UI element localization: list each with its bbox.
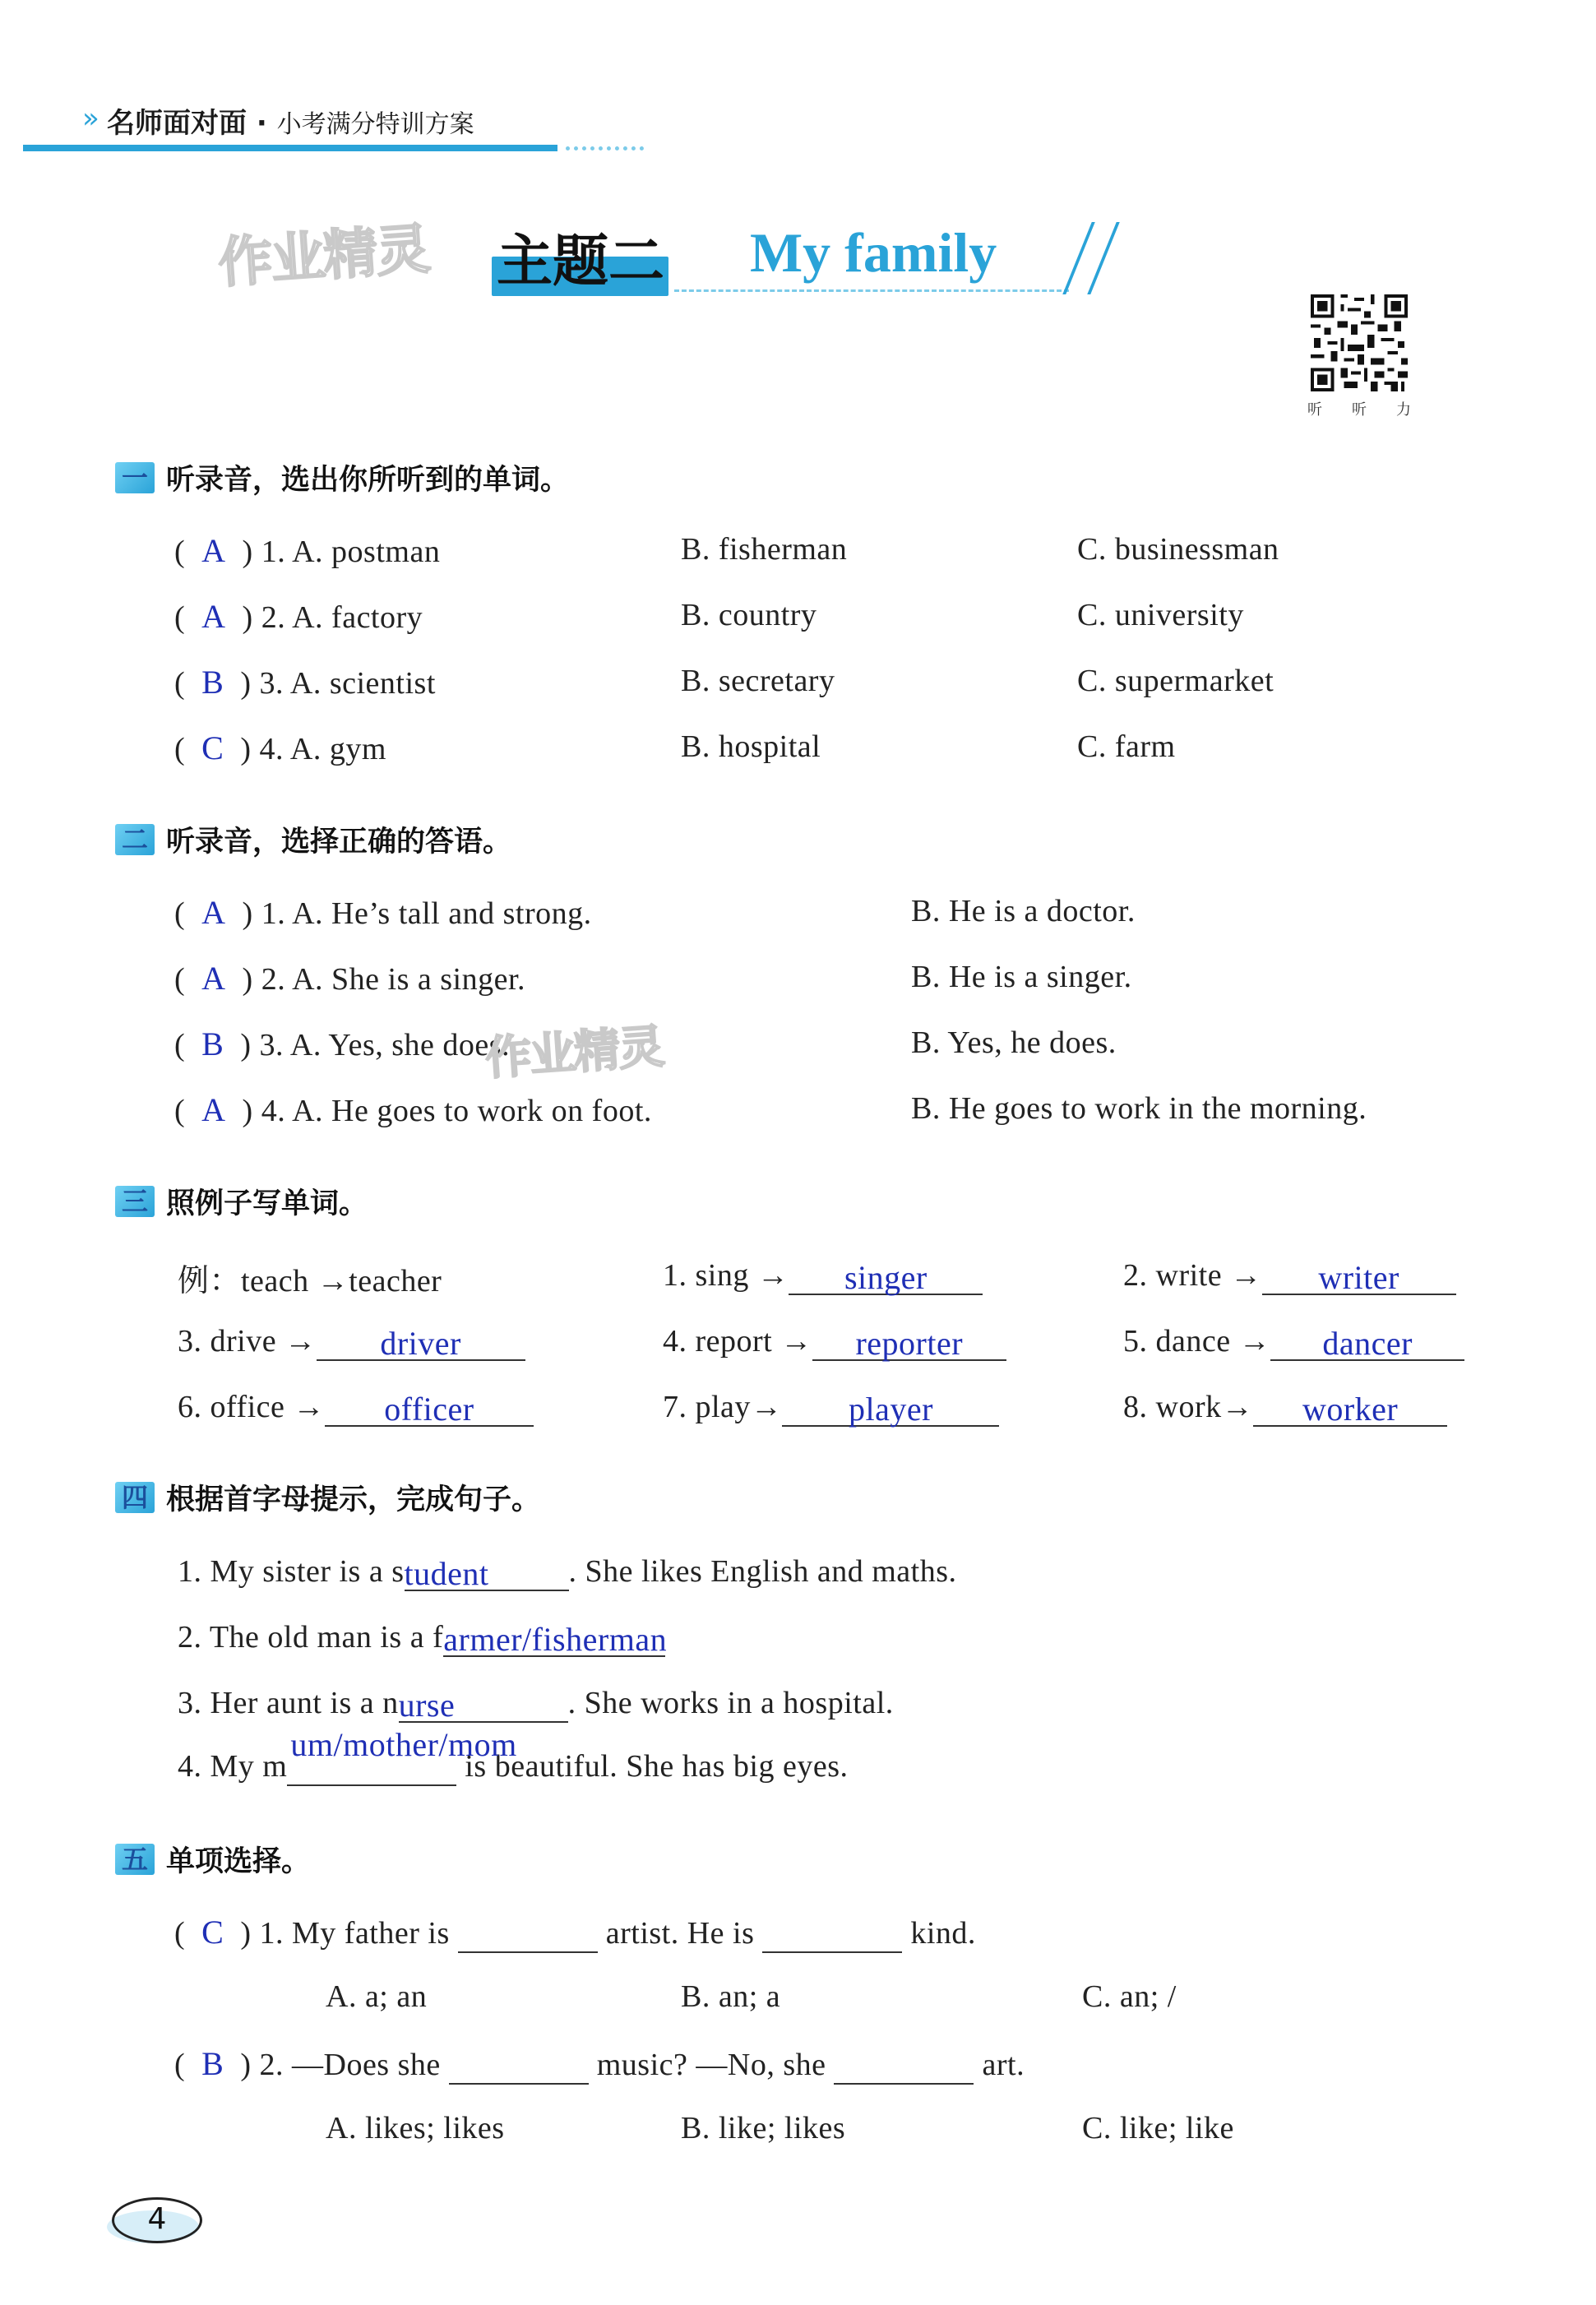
answer-mark: A [201,532,226,569]
section-badge: 一 [115,462,155,493]
word-item [1123,1321,1464,1361]
answer-mark: A [201,1091,226,1128]
word-prompt: 7. play→ [663,1390,783,1424]
open-paren: ( [174,535,202,569]
option-c: C. farm [1077,729,1176,764]
header-brand [107,100,474,141]
qr-label-char: 力 [1396,401,1411,419]
choice-question [174,2044,1025,2085]
answer-mark: B [201,1025,224,1062]
theme-dashed-rule [674,289,1069,292]
answer-blank[interactable] [399,1682,568,1723]
option-a: A. a; an [326,1979,428,2014]
answer-text: worker [1302,1391,1399,1428]
question-blank[interactable] [458,1915,598,1953]
header-dotted-rule [566,146,644,150]
section-5-title [115,1839,310,1880]
question-stem [174,1025,510,1063]
sentence-before: 1. My sister is a s [178,1554,405,1589]
option-c: C. university [1077,598,1244,632]
section-badge: 三 [115,1186,155,1217]
option-b: B. He goes to work in the morning. [911,1091,1367,1126]
answer-blank[interactable] [1262,1255,1456,1295]
answer-mark: B [201,664,224,701]
question-blank[interactable] [762,1915,902,1953]
question-stem [174,531,440,570]
question-stem [174,959,525,997]
sentence-item [178,1726,849,1786]
word-item [178,1386,534,1427]
answer-blank[interactable] [405,1551,569,1591]
question-part: ) 1. My father is [240,1916,450,1951]
header-dot: · [256,107,267,140]
open-paren: ( [174,1094,202,1128]
slash-decoration [1087,222,1120,294]
answer-text: dancer [1322,1325,1413,1362]
open-paren: ( [174,600,202,635]
option-a: ) 3. A. scientist [240,666,436,701]
sentence-after: . She likes English and maths. [568,1554,957,1589]
answer-mark: A [201,598,226,635]
option-b: B. He is a doctor. [911,894,1136,928]
open-paren: ( [174,732,202,766]
answer-text: player [848,1391,933,1428]
option-b: B. like; likes [681,2111,846,2145]
word-item [663,1386,999,1427]
section-4-title [115,1477,540,1518]
open-paren: ( [174,1028,202,1062]
question-part: ) 2. —Does she [240,2048,441,2082]
option-a: A. likes; likes [326,2111,505,2145]
question-blank[interactable] [449,2047,589,2085]
header-chevron-icon: » [82,102,99,135]
answer-blank[interactable] [782,1386,999,1427]
option-c: C. like; like [1082,2111,1234,2145]
word-item [1123,1386,1447,1427]
question-stem [174,597,423,636]
option-c: C. an; / [1082,1979,1177,2014]
question-stem [174,1090,652,1129]
qr-label-char: 听 [1352,401,1367,419]
option-b: B. country [681,598,817,632]
section-title-text: 听录音，选择正确的答语。 [166,826,512,859]
open-paren: ( [174,896,202,931]
slash-decoration [1062,222,1095,294]
answer-blank[interactable] [1253,1386,1447,1427]
question-part: music? —No, she [596,2048,826,2082]
answer-text: reporter [855,1325,964,1362]
option-a: ) 3. A. Yes, she does. [240,1028,511,1062]
example-line: 例：teach →teacher [178,1264,442,1298]
section-badge: 五 [115,1844,155,1875]
word-item [178,1321,525,1361]
answer-mark: B [201,2045,224,2082]
word-prompt: 2. write → [1123,1258,1262,1293]
sentence-item [178,1682,894,1723]
answer-text: driver [380,1325,461,1362]
option-a: ) 2. A. She is a singer. [242,962,526,997]
sentence-before: 4. My m [178,1749,288,1784]
answer-blank[interactable] [325,1386,534,1427]
sentence-item [178,1617,668,1658]
header-brand-name: 名师面对面 [107,107,247,140]
option-a: ) 4. A. He goes to work on foot. [242,1094,652,1128]
watermark-logo: 作业精灵 [483,1020,665,1086]
answer-text: singer [844,1259,928,1296]
choice-question [174,1913,976,1953]
word-prompt: 8. work→ [1123,1390,1254,1424]
qr-label [1307,398,1411,419]
sentence-after: . She works in a hospital. [567,1686,894,1720]
sentence-before: 2. The old man is a f [178,1620,444,1655]
word-item [1123,1255,1456,1295]
option-a: ) 2. A. factory [242,600,423,635]
option-a: ) 4. A. gym [240,732,386,766]
theme-title-cn: 主题二 [497,229,665,294]
open-paren: ( [174,962,202,997]
word-prompt: 4. report → [663,1324,812,1358]
answer-mark: C [201,1914,224,1951]
word-item [663,1321,1006,1361]
answer-blank[interactable] [1270,1321,1464,1361]
answer-blank[interactable] [443,1617,668,1658]
sentence-item [178,1551,957,1591]
section-3-title [115,1181,368,1222]
answer-mark: C [201,729,224,766]
question-stem [174,663,436,701]
option-c: C. businessman [1077,532,1279,567]
section-1-title [115,457,569,498]
sentence-before: 3. Her aunt is a n [178,1686,399,1720]
word-prompt: 5. dance → [1123,1324,1271,1358]
answer-blank[interactable] [789,1255,983,1295]
option-b: B. He is a singer. [911,960,1132,994]
word-prompt: 3. drive → [178,1324,317,1358]
option-b: B. an; a [681,1979,781,2014]
section-2-title [115,819,511,860]
section-title-text: 听录音，选出你所听到的单词。 [166,464,570,497]
open-paren: ( [174,2048,202,2082]
page-number: 4 [112,2197,202,2243]
open-paren: ( [174,1916,202,1951]
answer-text: officer [384,1391,474,1428]
section-badge: 二 [115,824,155,855]
question-stem [174,893,592,932]
question-part: art. [982,2048,1025,2082]
header-subtitle: 小考满分特训方案 [276,110,474,139]
theme-title-en: My family [750,221,997,284]
section-title-text: 根据首字母提示，完成句子。 [166,1483,541,1516]
answer-mark: A [201,960,226,997]
word-prompt: 1. sing → [663,1258,789,1293]
question-blank[interactable] [834,2047,974,2085]
question-stem [174,729,386,767]
qr-code-icon[interactable] [1311,294,1408,391]
answer-text: urse [398,1687,456,1724]
header-rule [23,145,557,151]
answer-mark: A [201,894,226,931]
option-a: ) 1. A. postman [242,535,441,569]
option-a: ) 1. A. He’s tall and strong. [242,896,592,931]
option-b: B. hospital [681,729,821,764]
question-part: kind. [910,1916,976,1951]
answer-blank[interactable] [317,1321,525,1361]
section-badge: 四 [115,1482,155,1513]
answer-blank[interactable] [812,1321,1006,1361]
sentence-after: is beautiful. She has big eyes. [456,1749,849,1784]
option-b: B. secretary [681,664,835,698]
option-b: B. fisherman [681,532,848,567]
answer-blank[interactable] [287,1726,517,1786]
word-item [663,1255,983,1295]
answer-text: um/mother/mom [290,1726,517,1763]
answer-text: tudent [404,1555,489,1592]
open-paren: ( [174,666,202,701]
option-c: C. supermarket [1077,664,1274,698]
option-b: B. Yes, he does. [911,1025,1117,1060]
answer-text: writer [1318,1259,1399,1296]
answer-text: armer/fisherman [443,1621,668,1658]
word-prompt: 6. office → [178,1390,325,1424]
question-part: artist. He is [605,1916,755,1951]
watermark-logo: 作业精灵 [216,217,431,295]
section-title-text: 照例子写单词。 [166,1187,368,1220]
section-title-text: 单项选择。 [166,1845,311,1878]
qr-label-char: 听 [1307,401,1322,419]
